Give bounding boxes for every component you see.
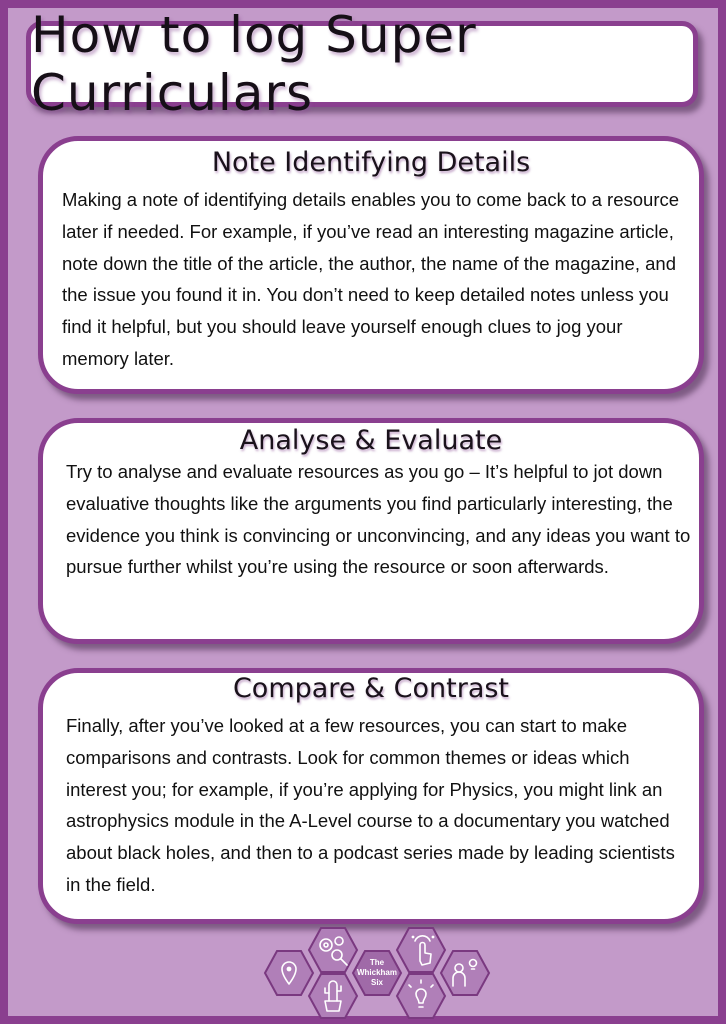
page-title: How to log Super Curriculars bbox=[31, 6, 477, 122]
section-heading: Compare & Contrast bbox=[232, 673, 510, 704]
whickham-six-logo bbox=[263, 923, 493, 1023]
person-idea-icon bbox=[441, 951, 489, 995]
logo-text-line2: Whickham bbox=[356, 968, 398, 977]
section-body: Finally, after you’ve looked at a few resources, you can start to make comparisons and contrasts. Look for common themes or ideas which interest you; for example, if you’re applying for Physics, you might link an astrophysics module in the A-Level course to a documentary you watched about black holes, and then to a podcast series made by leading scientists in the field. bbox=[66, 715, 675, 895]
section-card-analyse-evaluate bbox=[38, 418, 704, 644]
section-body: Try to analyse and evaluate resources as you go – It’s helpful to jot down evaluative thoughts like the arguments you find particularly interesting, the evidence you think is convincing or unconvincing, and any ideas you want to pursue further whilst you’re using the resource or soon afterwards. bbox=[66, 461, 691, 578]
section-heading: Analyse & Evaluate bbox=[239, 425, 503, 456]
section-heading: Note Identifying Details bbox=[211, 147, 531, 178]
touch-icon bbox=[397, 928, 445, 972]
gears-magnifier-icon bbox=[309, 928, 357, 972]
section-body: Making a note of identifying details enables you to come back to a resource later if needed. For example, if you’ve read an interesting magazine article, note down the title of the article, the author, the name of the magazine, and the issue you found it in. You don’t need to keep detailed notes unless you find it helpful, but you should leave yourself enough clues to jog your memory later. bbox=[62, 189, 680, 369]
location-pin-icon bbox=[265, 951, 313, 995]
lightbulb-icon bbox=[397, 974, 445, 1018]
logo-text-line3: Six bbox=[370, 978, 384, 987]
title-banner bbox=[26, 6, 698, 122]
section-card-compare-contrast bbox=[38, 668, 704, 924]
logo-text-line1: The bbox=[369, 958, 385, 967]
cactus-icon bbox=[309, 974, 357, 1018]
section-card-identifying-details bbox=[38, 136, 704, 394]
logo-center bbox=[353, 951, 401, 995]
